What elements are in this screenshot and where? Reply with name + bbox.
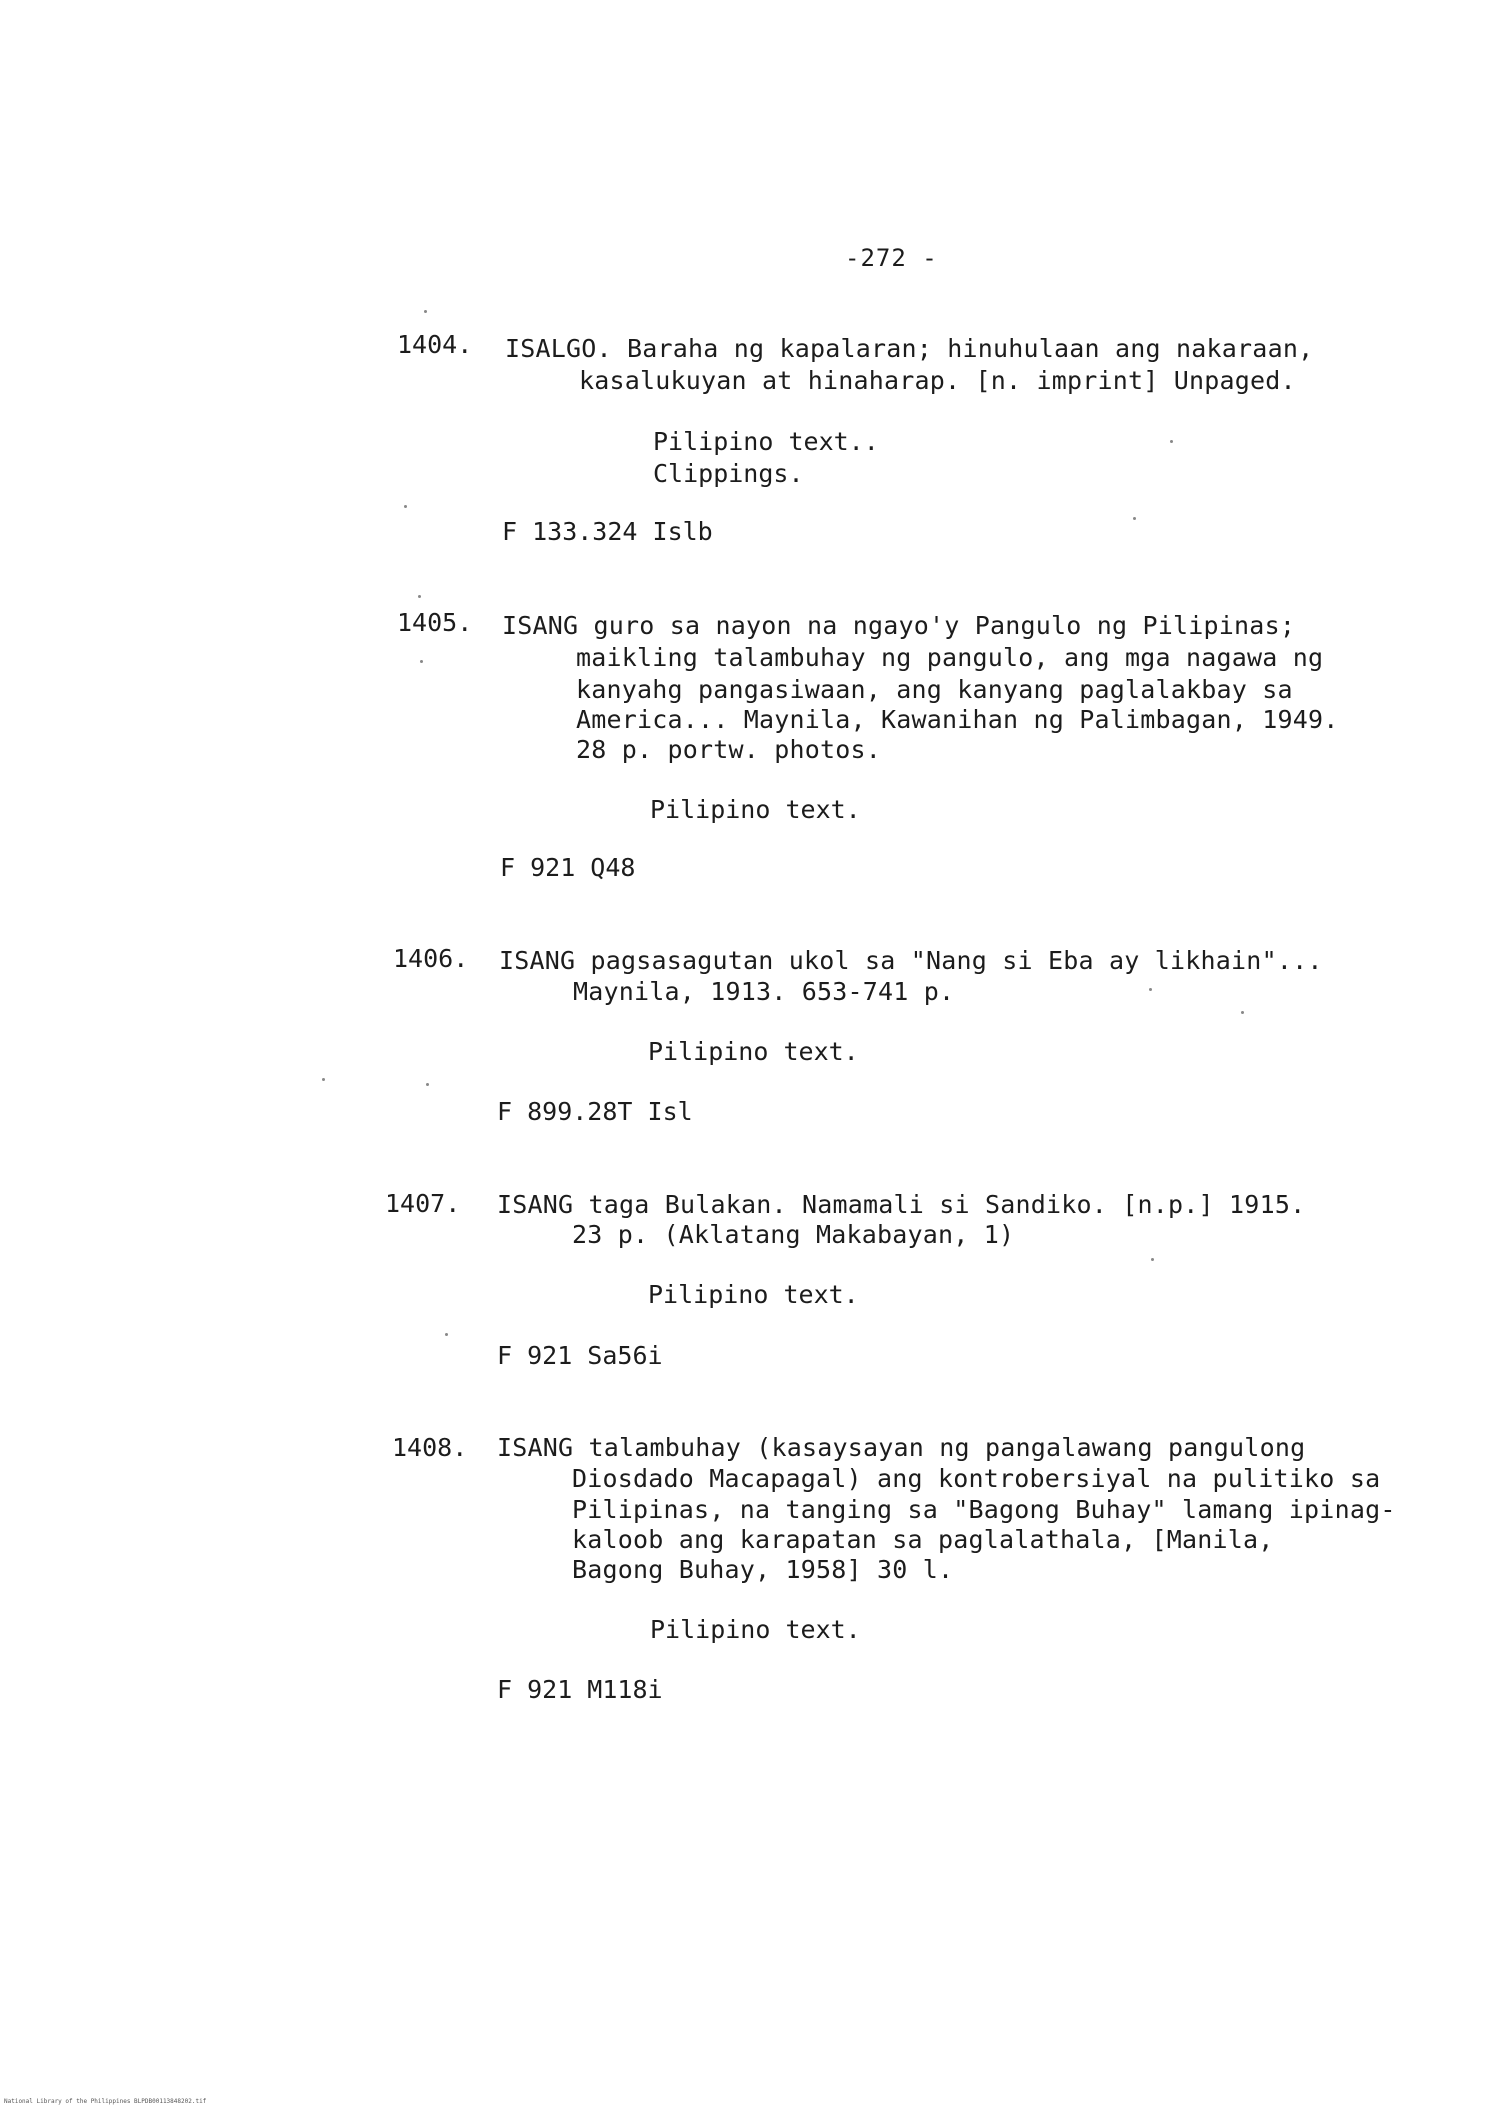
call-number: F 133.324 Islb <box>502 517 713 546</box>
entry-line: Diosdado Macapagal) ang kontrobersiyal na pulitiko sa <box>572 1464 1381 1493</box>
call-number: F 899.28T Isl <box>497 1097 693 1126</box>
scan-footer: National Library of the Philippines BLPDB00113848202.tif <box>4 2098 207 2105</box>
scan-speck <box>445 1333 448 1336</box>
scan-speck <box>424 310 427 313</box>
scan-speck <box>404 505 407 508</box>
scan-speck <box>1133 517 1136 520</box>
entry-number: 1406. <box>393 944 469 973</box>
entry-line: kanyahg pangasiwaan, ang kanyang paglalakbay sa <box>576 675 1293 704</box>
entry-number: 1407. <box>385 1189 461 1218</box>
entry-note: Clippings. <box>653 459 804 488</box>
entry-line: 23 p. (Aklatang Makabayan, 1) <box>572 1220 1015 1249</box>
entry-line: maikling talambuhay ng pangulo, ang mga nagawa ng <box>576 643 1324 672</box>
scan-speck <box>426 1083 429 1086</box>
entry-note: Pilipino text. <box>650 1615 861 1644</box>
scan-speck <box>1241 1011 1244 1014</box>
scan-speck <box>1170 440 1173 443</box>
entry-number: 1405. <box>397 608 473 637</box>
scan-speck <box>420 660 423 663</box>
entry-line: ISANG pagsasagutan ukol sa "Nang si Eba ay likhain"... <box>499 946 1323 975</box>
entry-note: Pilipino text. <box>648 1037 859 1066</box>
entry-line: ISANG talambuhay (kasaysayan ng pangalawang pangulong <box>497 1433 1306 1462</box>
call-number: F 921 Sa56i <box>497 1341 663 1370</box>
entry-line: ISANG guro sa nayon na ngayo'y Pangulo ng Pilipinas; <box>502 611 1296 640</box>
entry-line: kasalukuyan at hinaharap. [n. imprint] Unpaged. <box>579 366 1296 395</box>
entry-line: ISANG taga Bulakan. Namamali si Sandiko. [n.p.] 1915. <box>497 1190 1306 1219</box>
entry-note: Pilipino text. <box>650 795 861 824</box>
scan-speck <box>1151 1258 1154 1261</box>
entry-line: Maynila, 1913. 653-741 p. <box>573 977 955 1006</box>
entry-line: ISALGO. Baraha ng kapalaran; hinuhulaan ang nakaraan, <box>505 334 1314 363</box>
entry-line: Pilipinas, na tanging sa "Bagong Buhay" lamang ipinag- <box>572 1495 1396 1524</box>
call-number: F 921 Q48 <box>500 853 636 882</box>
scan-speck <box>1149 988 1152 991</box>
scan-speck <box>322 1078 325 1081</box>
entry-note: Pilipino text. <box>648 1280 859 1309</box>
entry-line: Bagong Buhay, 1958] 30 l. <box>572 1555 954 1584</box>
entry-line: kaloob ang karapatan sa paglalathala, [Manila, <box>572 1525 1274 1554</box>
entry-line: America... Maynila, Kawanihan ng Palimbagan, 1949. <box>576 705 1339 734</box>
page-number: -272 - <box>845 244 938 272</box>
call-number: F 921 M118i <box>497 1675 663 1704</box>
entry-number: 1408. <box>392 1433 468 1462</box>
entry-note: Pilipino text.. <box>653 427 879 456</box>
scan-speck <box>418 595 421 598</box>
entry-line: 28 p. portw. photos. <box>576 735 882 764</box>
entry-number: 1404. <box>397 330 473 359</box>
